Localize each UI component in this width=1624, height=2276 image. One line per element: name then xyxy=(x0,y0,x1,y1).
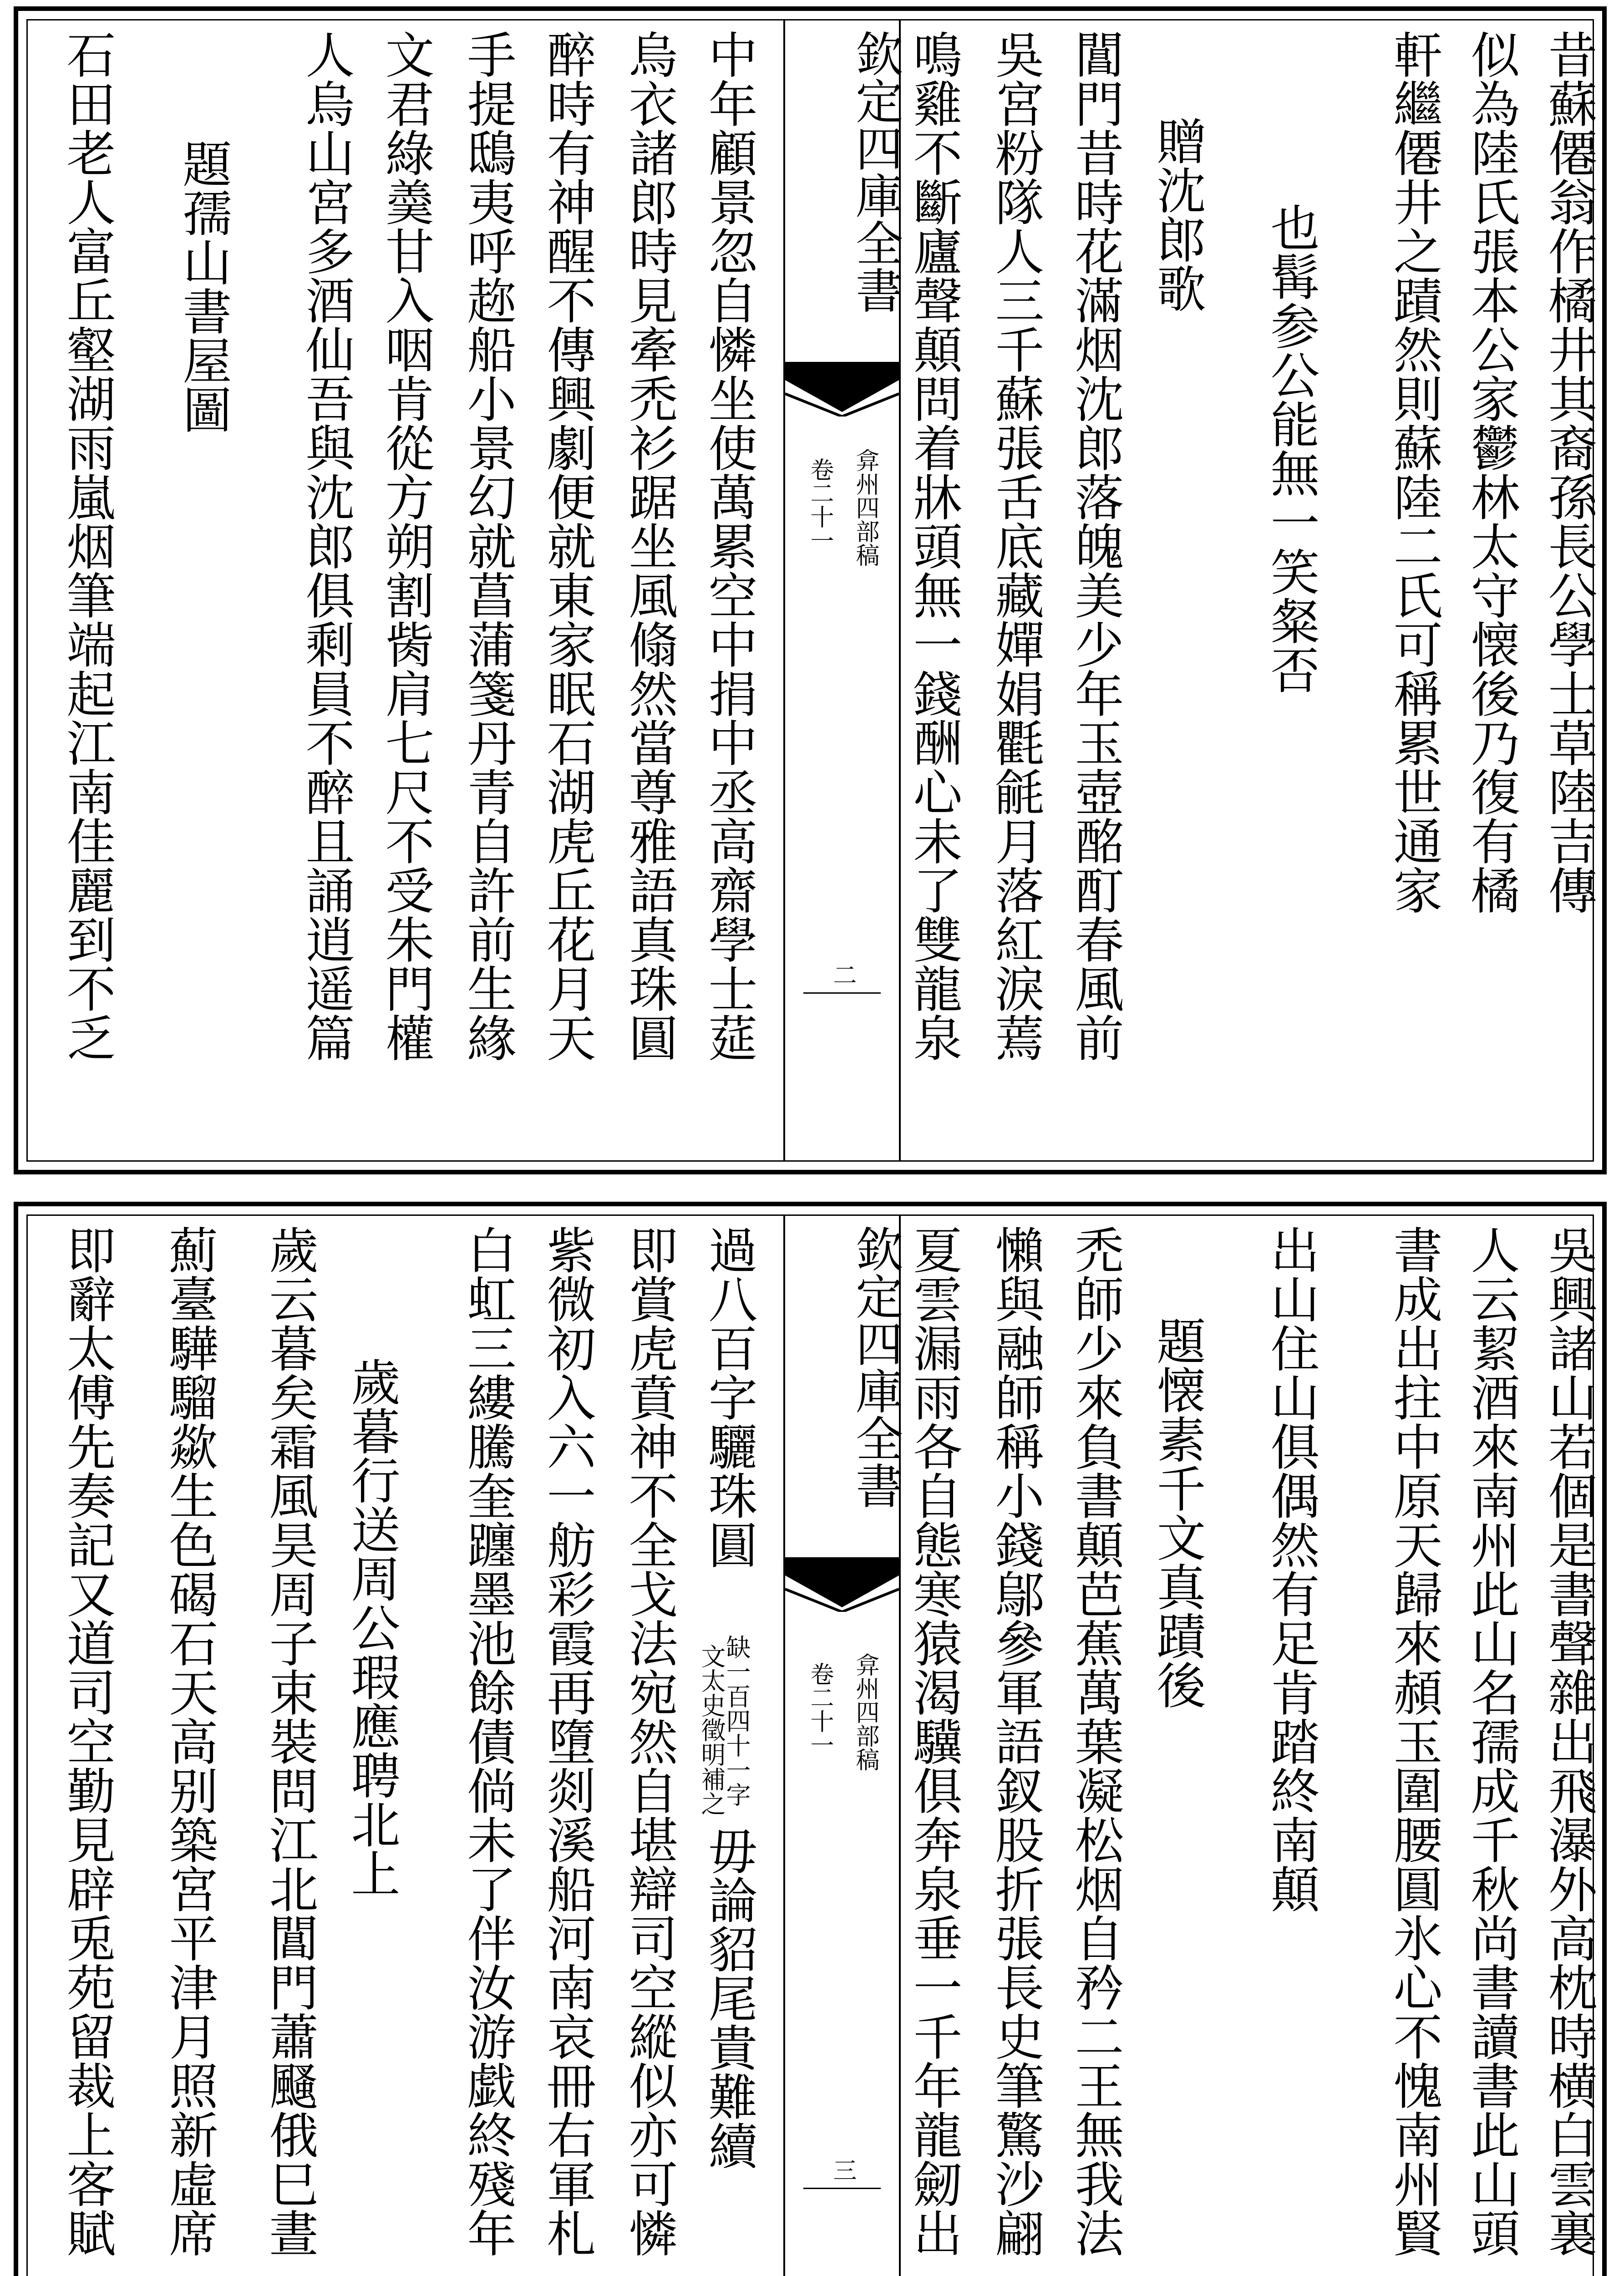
text-column: 文君綠羮甘入咽肯從方朔割胔肩七尺不受朱門權 xyxy=(377,30,434,1062)
section-heading: 題孺山書屋圖 xyxy=(174,139,231,434)
page-spine xyxy=(783,1216,901,2276)
text-column: 即賞虎賁神不全戈法宛然自堪辯司空縱似亦可憐 xyxy=(620,1225,677,2257)
spine-title: 欽定四庫全書 xyxy=(848,1225,903,1509)
page-spine xyxy=(783,20,901,1160)
text-column: 烏衣諸郎時見牽禿衫踞坐風翛然當尊雅語真珠圓 xyxy=(620,30,677,1062)
text-column: 紫微初入六一舫彩霞再墮剡溪船河南哀冊右軍札 xyxy=(538,1225,595,2257)
text-column-continuation: 毋論貂尾貴難續 xyxy=(700,1826,757,2170)
bottom-page-inner-frame xyxy=(26,1214,1597,2276)
spine-volume: 卷二十一 xyxy=(806,457,833,552)
text-column: 夏雲漏雨各自態寒猿渴驥俱奔泉垂一千年龍劒出 xyxy=(905,1225,962,2257)
text-column: 鳴雞不斷廬聲顛問着牀頭無一錢酬心未了雙龍泉 xyxy=(905,30,962,1062)
section-heading: 題懐素千文真蹟後 xyxy=(1148,1316,1205,1709)
text-column: 過八百字驪珠圓 xyxy=(700,1225,757,1569)
spine-rule xyxy=(803,992,881,994)
text-column: 書成出拄中原天歸來頳玉圍腰圓氷心不愧南州賢 xyxy=(1385,1225,1442,2257)
fishtail-mark xyxy=(785,1557,899,1612)
bottom-page-frame xyxy=(14,1202,1607,2276)
text-column: 歲云暮矣霜風昊周子束裝問江北閶門蕭颾俄巳晝 xyxy=(261,1225,318,2257)
spine-title: 欽定四庫全書 xyxy=(848,30,903,314)
section-heading: 贈沈郎歌 xyxy=(1148,116,1205,313)
text-column: 軒繼僊井之蹟然則蘇陸二氏可稱累世通家 xyxy=(1385,30,1442,914)
fishtail-mark xyxy=(785,362,899,417)
text-column: 醉時有神醒不傳興劇便就東家眠石湖虎丘花月天 xyxy=(538,30,595,1062)
text-column: 人烏山宮多酒仙吾與沈郎俱剩員不醉且誦逍遥篇 xyxy=(297,30,354,1062)
text-column: 懶與融師稱小錢鄔參軍語釵股折張長史筆驚沙翩 xyxy=(987,1225,1044,2257)
text-column: 石田老人富丘壑湖雨嵐烟筆端起江南佳麗到不乏 xyxy=(58,30,115,1062)
text-column: 即辭太傅先奏記又道司空勤見辟兎苑留裁上客賦 xyxy=(58,1225,115,2257)
text-column: 出山住山俱偶然有足肯踏終南顛 xyxy=(1262,1225,1319,1913)
section-heading: 歲暮行送周公瑕應聘北上 xyxy=(343,1357,400,1898)
text-column: 吳興諸山若個是書聲雜出飛瀑外高枕時横白雲裏 xyxy=(1540,1225,1597,2257)
text-column: 閶門昔時花滿烟沈郎落魄美少年玉壺酩酊春風前 xyxy=(1066,30,1123,1062)
text-column: 似為陸氏張本公家鬱林太守懐後乃復有橘 xyxy=(1462,30,1519,914)
text-column: 薊臺驊騮歘生色碣石天高别築宮平津月照新虛席 xyxy=(161,1225,218,2257)
text-column: 也髯参公能無一笑粲否 xyxy=(1262,203,1319,694)
text-column: 手提鴟夷呼趂船小景幻就菖蒲箋丹青自許前生緣 xyxy=(459,30,516,1062)
text-column: 吳宮粉隊人三千蘇張舌底藏嬋娟氍毹月落紅淚蔫 xyxy=(987,30,1044,1062)
spine-book-title: 弇州四部稿 xyxy=(852,448,879,567)
spine-page-number: 三 xyxy=(829,2158,856,2182)
top-page-frame xyxy=(14,6,1607,1174)
small-note-tail: 文太史徵明補之 xyxy=(697,1644,726,1816)
spine-rule xyxy=(803,2188,881,2189)
spine-book-title: 弇州四部稿 xyxy=(852,1653,879,1771)
text-column: 白虹三縷騰奎躔墨池餘債倘未了伴汝游戯終殘年 xyxy=(459,1225,516,2257)
text-column: 昔蘇僊翁作橘井其裔孫長公學士草陸吉傳 xyxy=(1540,30,1597,914)
spine-page-number: 二 xyxy=(829,963,856,986)
spine-volume: 卷二十一 xyxy=(806,1662,833,1757)
text-column: 人云絜酒來南州此山名孺成千秋尚書讀書此山頭 xyxy=(1462,1225,1519,2257)
small-note-head: 缺一百四十一字 xyxy=(722,1635,751,1807)
text-column: 禿師少來負書顛芭蕉萬葉凝松烟自矜二王無我法 xyxy=(1066,1225,1123,2257)
top-page-inner-frame xyxy=(26,19,1597,1162)
text-column: 中年顧景忽自憐坐使萬累空中捐中丞高齋學士莚 xyxy=(700,30,757,1062)
